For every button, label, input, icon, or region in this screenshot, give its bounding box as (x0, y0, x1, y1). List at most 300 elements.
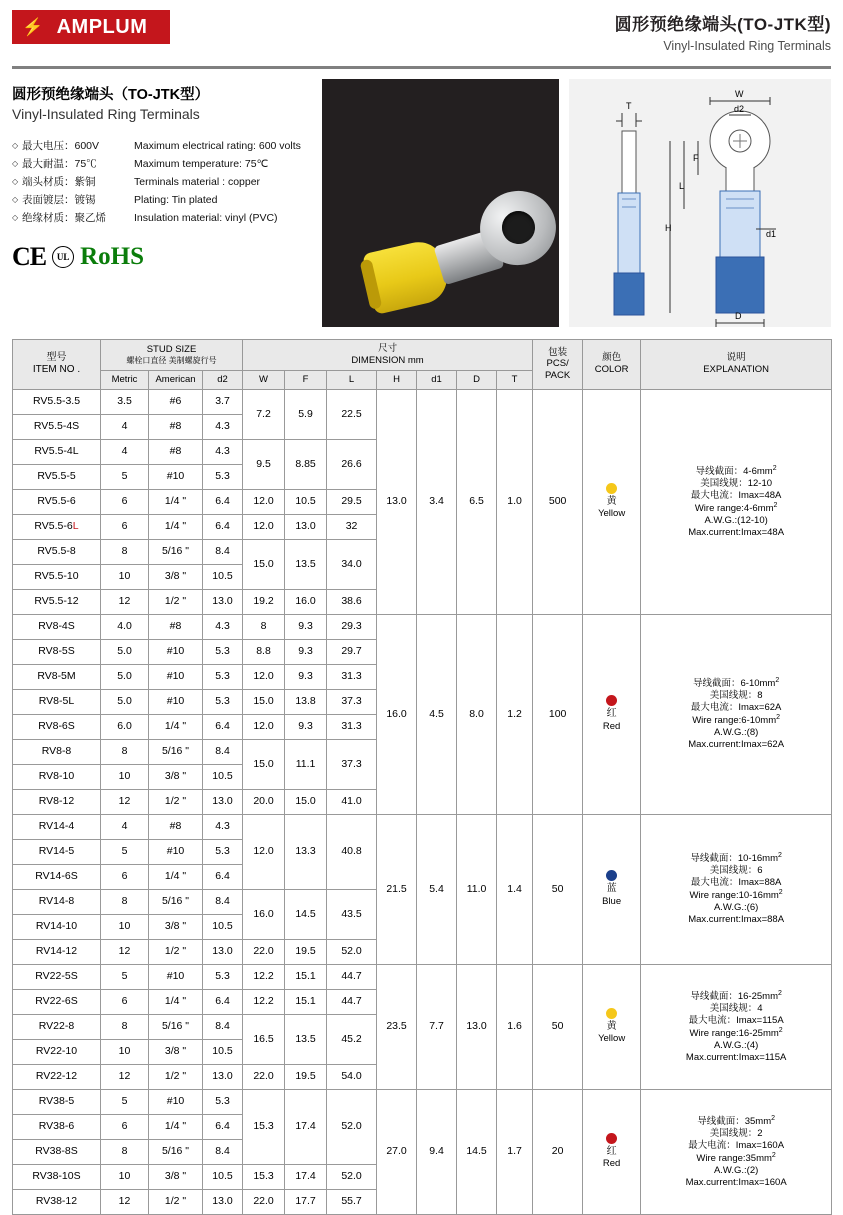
cell-metric: 4 (101, 814, 149, 839)
table-row (13, 964, 832, 989)
cell-d2: 10.5 (203, 1039, 243, 1064)
cell-color (583, 1089, 641, 1214)
table-row (13, 1089, 832, 1114)
cell-american: 1/2 " (149, 1189, 203, 1214)
spec-item (12, 156, 312, 172)
product-info-section (0, 69, 843, 327)
cell-model: RV14-10 (13, 914, 101, 939)
cell-model: RV5.5-6L (13, 514, 101, 539)
explanation-line: 导线截面：$6-10mm^2$ (693, 677, 780, 690)
cell-l: 38.6 (327, 589, 377, 614)
color-swatch (606, 870, 617, 881)
cell-w: 22.0 (243, 1064, 285, 1089)
cell-w: 15.3 (243, 1164, 285, 1189)
cell-d1: 7.7 (417, 964, 457, 1089)
svg-text:D: D (735, 311, 742, 321)
cell-model: RV22-5S (13, 964, 101, 989)
cell-model: RV8-5L (13, 689, 101, 714)
svg-text:H: H (665, 223, 672, 233)
cell-l: 52.0 (327, 1164, 377, 1189)
svg-text:d2: d2 (734, 104, 745, 114)
cell-model: RV14-4 (13, 814, 101, 839)
product-photo (322, 79, 559, 327)
cell-f: 13.8 (285, 689, 327, 714)
cell-d2: 10.5 (203, 914, 243, 939)
cell-metric: 8 (101, 1014, 149, 1039)
cell-w: 20.0 (243, 789, 285, 814)
cell-metric: 12 (101, 1064, 149, 1089)
cell-color (583, 964, 641, 1089)
cell-d2: 5.3 (203, 664, 243, 689)
explanation-line: 最大电流：Imax=62A (690, 702, 782, 714)
cell-d2: 5.3 (203, 689, 243, 714)
cell-w: 12.2 (243, 989, 285, 1014)
explanation-line: 美国线规：2 (709, 1127, 763, 1139)
cell-d2: 4.3 (203, 439, 243, 464)
cell-f: 9.3 (285, 664, 327, 689)
cell-d2: 8.4 (203, 1139, 243, 1164)
th-d2: d2 (203, 370, 243, 389)
product-heading-en: Vinyl-Insulated Ring Terminals (12, 106, 200, 122)
cell-d1: 4.5 (417, 614, 457, 814)
cell-w: 12.0 (243, 664, 285, 689)
cell-american: 1/4 " (149, 714, 203, 739)
explanation-line: Wire $range:16-25mm^2$ (689, 1026, 783, 1039)
cell-w: 8.8 (243, 639, 285, 664)
cell-h: 23.5 (377, 964, 417, 1089)
cell-american: #10 (149, 664, 203, 689)
color-swatch (606, 483, 617, 494)
cell-d2: 6.4 (203, 1114, 243, 1139)
cell-w: 16.0 (243, 889, 285, 939)
explanation-line: 最大电流：Imax=160A (688, 1139, 785, 1151)
cell-d: 6.5 (457, 389, 497, 614)
cell-model: RV8-4S (13, 614, 101, 639)
th-f: F (285, 370, 327, 389)
explanation-line: A.W.G.:(8) (713, 727, 759, 739)
cell-l: 31.3 (327, 664, 377, 689)
cell-metric: 8 (101, 539, 149, 564)
cell-metric: 8 (101, 889, 149, 914)
cell-metric: 5 (101, 964, 149, 989)
product-description (12, 79, 312, 327)
circle-bullet-icon: ◇ (12, 159, 19, 168)
cell-american: #8 (149, 439, 203, 464)
color-name-cn: 蓝 (606, 883, 617, 895)
cell-american: #8 (149, 814, 203, 839)
cell-l: 52.0 (327, 1089, 377, 1164)
specification-table (12, 339, 832, 1215)
cell-d2: 3.7 (203, 389, 243, 414)
cell-w: 12.2 (243, 964, 285, 989)
explanation-line: Max.current:Imax=115A (685, 1051, 787, 1063)
color-name-cn: 红 (606, 1145, 617, 1157)
table-row (13, 814, 832, 839)
cell-color (583, 614, 641, 814)
spec-label-cn: 端头材质：紫铜 (22, 176, 96, 188)
color-name-en: Blue (602, 895, 622, 907)
color-swatch (606, 1133, 617, 1144)
cell-d: 8.0 (457, 614, 497, 814)
spec-item (12, 174, 312, 190)
explanation-line: 最大电流：Imax=115A (688, 1014, 784, 1026)
th-item-no: 型号 ITEM NO . (13, 340, 101, 390)
spec-item (12, 138, 312, 154)
cell-model: RV5.5-5 (13, 464, 101, 489)
spec-label-cn: 最大电压：600V (22, 140, 100, 152)
ce-mark-icon: CE (12, 242, 47, 271)
cell-l: 22.5 (327, 389, 377, 439)
explanation-line: Wire $range:35mm^2$ (696, 1151, 776, 1164)
spec-label-cn: 最大耐温：75℃ (22, 158, 97, 170)
th-metric: Metric (101, 370, 149, 389)
cell-model: RV14-6S (13, 864, 101, 889)
cell-w: 22.0 (243, 939, 285, 964)
cell-l: 29.3 (327, 614, 377, 639)
cell-model: RV8-12 (13, 789, 101, 814)
cell-american: 5/16 " (149, 739, 203, 764)
cell-american: 1/4 " (149, 514, 203, 539)
cell-d2: 6.4 (203, 489, 243, 514)
cell-w: 15.3 (243, 1089, 285, 1164)
color-name-cn: 黄 (606, 495, 617, 507)
cell-model: RV5.5-4S (13, 414, 101, 439)
cell-model: RV22-8 (13, 1014, 101, 1039)
cell-model: RV38-8S (13, 1139, 101, 1164)
cell-metric: 6 (101, 1114, 149, 1139)
cell-d1: 5.4 (417, 814, 457, 964)
explanation-line: Max.current:Imax=88A (688, 914, 785, 926)
cell-explanation (641, 1089, 832, 1214)
cell-d2: 5.3 (203, 964, 243, 989)
th-explanation: 说明 EXPLANATION (641, 340, 832, 390)
cell-w: 16.5 (243, 1014, 285, 1064)
cell-model: RV5.5-8 (13, 539, 101, 564)
color-name-cn: 黄 (606, 1020, 617, 1032)
cell-model: RV5.5-6 (13, 489, 101, 514)
spec-label-en: Maximum electrical rating: 600 volts (134, 140, 301, 152)
cell-explanation (641, 389, 832, 614)
cell-american: 3/8 " (149, 764, 203, 789)
cell-h: 13.0 (377, 389, 417, 614)
cell-w: 15.0 (243, 739, 285, 789)
spec-label-en: Plating: Tin plated (134, 194, 218, 206)
cell-model: RV22-10 (13, 1039, 101, 1064)
explanation-line: Max.current:Imax=48A (688, 526, 785, 538)
cell-l: 44.7 (327, 989, 377, 1014)
cell-l: 52.0 (327, 939, 377, 964)
cell-d1: 3.4 (417, 389, 457, 614)
explanation-line: 导线截面：$10-16mm^2$ (690, 852, 782, 865)
cell-f: 15.1 (285, 989, 327, 1014)
cell-l: 32 (327, 514, 377, 539)
cell-l: 29.5 (327, 489, 377, 514)
cell-model: RV5.5-12 (13, 589, 101, 614)
explanation-line: 导线截面：$16-25mm^2$ (690, 989, 782, 1002)
cell-metric: 5.0 (101, 639, 149, 664)
cell-t: 1.6 (497, 964, 533, 1089)
cell-l: 29.7 (327, 639, 377, 664)
color-name-en: Yellow (598, 508, 626, 520)
cell-metric: 5.0 (101, 664, 149, 689)
cell-metric: 5 (101, 1089, 149, 1114)
cell-d2: 13.0 (203, 1064, 243, 1089)
cell-d2: 6.4 (203, 989, 243, 1014)
th-d: D (457, 370, 497, 389)
cell-d2: 5.3 (203, 839, 243, 864)
cell-american: 5/16 " (149, 1014, 203, 1039)
table-row (13, 389, 832, 414)
cell-l: 45.2 (327, 1014, 377, 1064)
th-color: 颜色 COLOR (583, 340, 641, 390)
cell-w: 12.0 (243, 814, 285, 889)
cell-metric: 12 (101, 1189, 149, 1214)
color-name-en: Red (602, 1158, 621, 1170)
cell-d: 14.5 (457, 1089, 497, 1214)
cell-model: RV38-5 (13, 1089, 101, 1114)
cell-f: 11.1 (285, 739, 327, 789)
cell-model: RV8-8 (13, 739, 101, 764)
cell-l: 40.8 (327, 814, 377, 889)
cell-american: 5/16 " (149, 539, 203, 564)
circle-bullet-icon: ◇ (12, 195, 19, 204)
cell-d2: 4.3 (203, 414, 243, 439)
spec-label-en: Terminals material : copper (134, 176, 261, 188)
cell-d2: 6.4 (203, 714, 243, 739)
spec-table-wrap (0, 327, 843, 1215)
cell-w: 19.2 (243, 589, 285, 614)
cell-l: 54.0 (327, 1064, 377, 1089)
cell-american: #10 (149, 839, 203, 864)
th-american: American (149, 370, 203, 389)
cell-f: 15.1 (285, 964, 327, 989)
explanation-line: 最大电流：Imax=88A (690, 877, 782, 889)
cell-f: 15.0 (285, 789, 327, 814)
cell-d2: 13.0 (203, 589, 243, 614)
spec-label-en: Insulation material: vinyl (PVC) (134, 212, 278, 224)
explanation-line: A.W.G.:(4) (713, 1039, 759, 1051)
cell-h: 16.0 (377, 614, 417, 814)
th-l: L (327, 370, 377, 389)
cell-d2: 10.5 (203, 764, 243, 789)
cell-model: RV14-8 (13, 889, 101, 914)
circle-bullet-icon: ◇ (12, 213, 19, 222)
cell-american: #10 (149, 689, 203, 714)
cell-model: RV38-6 (13, 1114, 101, 1139)
cell-w: 12.0 (243, 489, 285, 514)
cell-f: 17.4 (285, 1089, 327, 1164)
explanation-line: 美国线规：8 (709, 690, 763, 702)
explanation-line: Wire $range:10-16mm^2$ (689, 889, 783, 902)
cell-pack: 50 (533, 814, 583, 964)
th-dimension: 尺寸 DIMENSION mm (243, 340, 533, 371)
cell-f: 13.5 (285, 1014, 327, 1064)
diagram-svg (569, 79, 831, 327)
cell-metric: 10 (101, 1039, 149, 1064)
explanation-line: 导线截面：$4-6mm^2$ (695, 464, 777, 477)
cell-d1: 9.4 (417, 1089, 457, 1214)
explanation-line: Wire $range:6-10mm^2$ (692, 714, 781, 727)
cell-american: #10 (149, 464, 203, 489)
cell-w: 15.0 (243, 689, 285, 714)
cell-american: 1/2 " (149, 1064, 203, 1089)
cell-american: #10 (149, 1089, 203, 1114)
cell-american: 1/4 " (149, 864, 203, 889)
th-h: H (377, 370, 417, 389)
th-pack: 包装 PCS/ PACK (533, 340, 583, 390)
cell-d2: 10.5 (203, 1164, 243, 1189)
cell-f: 10.5 (285, 489, 327, 514)
cell-f: 13.5 (285, 539, 327, 589)
color-swatch (606, 695, 617, 706)
cell-model: RV5.5-3.5 (13, 389, 101, 414)
explanation-line: A.W.G.:(2) (713, 1164, 759, 1176)
cell-american: 5/16 " (149, 1139, 203, 1164)
cell-explanation (641, 964, 832, 1089)
cell-american: 3/8 " (149, 564, 203, 589)
page-header (0, 0, 843, 62)
table-body (13, 389, 832, 1214)
cell-metric: 6 (101, 489, 149, 514)
cell-l: 37.3 (327, 739, 377, 789)
cell-f: 9.3 (285, 639, 327, 664)
cell-d: 13.0 (457, 964, 497, 1089)
cell-model: RV5.5-10 (13, 564, 101, 589)
cell-w: 8 (243, 614, 285, 639)
cell-american: #10 (149, 964, 203, 989)
cell-d2: 6.4 (203, 864, 243, 889)
cell-d2: 8.4 (203, 1014, 243, 1039)
cell-metric: 4.0 (101, 614, 149, 639)
cell-metric: 10 (101, 1164, 149, 1189)
svg-text:W: W (735, 89, 744, 99)
cell-f: 16.0 (285, 589, 327, 614)
cell-d2: 5.3 (203, 639, 243, 664)
cell-d2: 10.5 (203, 564, 243, 589)
cell-l: 26.6 (327, 439, 377, 489)
color-name-cn: 红 (606, 708, 617, 720)
cell-f: 13.0 (285, 514, 327, 539)
cell-f: 9.3 (285, 714, 327, 739)
cell-metric: 6 (101, 989, 149, 1014)
cell-w: 15.0 (243, 539, 285, 589)
spec-item (12, 192, 312, 208)
cell-model: RV14-5 (13, 839, 101, 864)
dimension-diagram (569, 79, 831, 327)
cell-metric: 3.5 (101, 389, 149, 414)
explanation-line: 最大电流：Imax=48A (690, 489, 782, 501)
table-row (13, 614, 832, 639)
cell-american: 3/8 " (149, 1039, 203, 1064)
circle-bullet-icon: ◇ (12, 177, 19, 186)
ul-mark-icon: UL (52, 246, 74, 268)
cell-american: 1/2 " (149, 789, 203, 814)
circle-bullet-icon: ◇ (12, 141, 19, 150)
cell-d2: 5.3 (203, 464, 243, 489)
cell-metric: 5 (101, 464, 149, 489)
cell-pack: 100 (533, 614, 583, 814)
th-t: T (497, 370, 533, 389)
header-title-en: Vinyl-Insulated Ring Terminals (663, 39, 831, 53)
cell-model: RV8-5S (13, 639, 101, 664)
cell-metric: 4 (101, 414, 149, 439)
cell-d2: 8.4 (203, 739, 243, 764)
spec-list (12, 138, 312, 226)
explanation-line: Wire $range:4-6mm^2$ (694, 501, 778, 514)
cell-metric: 6 (101, 864, 149, 889)
cell-w: 7.2 (243, 389, 285, 439)
cell-f: 14.5 (285, 889, 327, 939)
cell-d2: 13.0 (203, 1189, 243, 1214)
cell-model: RV38-12 (13, 1189, 101, 1214)
th-d1: d1 (417, 370, 457, 389)
cell-d: 11.0 (457, 814, 497, 964)
explanation-line: Max.current:Imax=160A (685, 1176, 787, 1188)
cell-metric: 4 (101, 439, 149, 464)
cell-d2: 5.3 (203, 1089, 243, 1114)
cell-model: RV8-10 (13, 764, 101, 789)
cell-w: 9.5 (243, 439, 285, 489)
cell-d2: 4.3 (203, 614, 243, 639)
lightning-bolt-icon: ⚡ (22, 17, 44, 37)
cell-model: RV8-5M (13, 664, 101, 689)
cell-metric: 10 (101, 764, 149, 789)
cell-metric: 12 (101, 939, 149, 964)
cell-pack: 20 (533, 1089, 583, 1214)
cell-american: #8 (149, 414, 203, 439)
cell-metric: 5 (101, 839, 149, 864)
cell-metric: 8 (101, 739, 149, 764)
cell-metric: 12 (101, 589, 149, 614)
cell-f: 17.4 (285, 1164, 327, 1189)
cell-american: #10 (149, 639, 203, 664)
th-w: W (243, 370, 285, 389)
spec-label-en: Maximum temperature: 75℃ (134, 158, 269, 170)
svg-text:F: F (693, 153, 699, 163)
cell-l: 31.3 (327, 714, 377, 739)
cell-explanation (641, 614, 832, 814)
cell-pack: 500 (533, 389, 583, 614)
cell-american: 1/2 " (149, 939, 203, 964)
cell-metric: 8 (101, 1139, 149, 1164)
cell-f: 19.5 (285, 1064, 327, 1089)
cell-metric: 10 (101, 564, 149, 589)
cell-d2: 13.0 (203, 939, 243, 964)
cell-color (583, 814, 641, 964)
cell-l: 55.7 (327, 1189, 377, 1214)
explanation-line: Max.current:Imax=62A (688, 739, 785, 751)
cell-metric: 6.0 (101, 714, 149, 739)
cell-w: 22.0 (243, 1189, 285, 1214)
cell-f: 9.3 (285, 614, 327, 639)
cell-f: 13.3 (285, 814, 327, 889)
cell-model: RV22-12 (13, 1064, 101, 1089)
cell-model: RV8-6S (13, 714, 101, 739)
svg-text:T: T (626, 101, 632, 111)
cell-explanation (641, 814, 832, 964)
cell-american: 1/4 " (149, 989, 203, 1014)
cell-w: 12.0 (243, 714, 285, 739)
cell-model: RV38-10S (13, 1164, 101, 1189)
explanation-line: 美国线规：6 (709, 865, 763, 877)
cell-h: 21.5 (377, 814, 417, 964)
explanation-line: 美国线规：12-10 (700, 477, 773, 489)
explanation-line: A.W.G.:(6) (713, 902, 759, 914)
cell-l: 34.0 (327, 539, 377, 589)
cell-american: 3/8 " (149, 914, 203, 939)
brand-logo (12, 10, 170, 44)
cell-american: 5/16 " (149, 889, 203, 914)
